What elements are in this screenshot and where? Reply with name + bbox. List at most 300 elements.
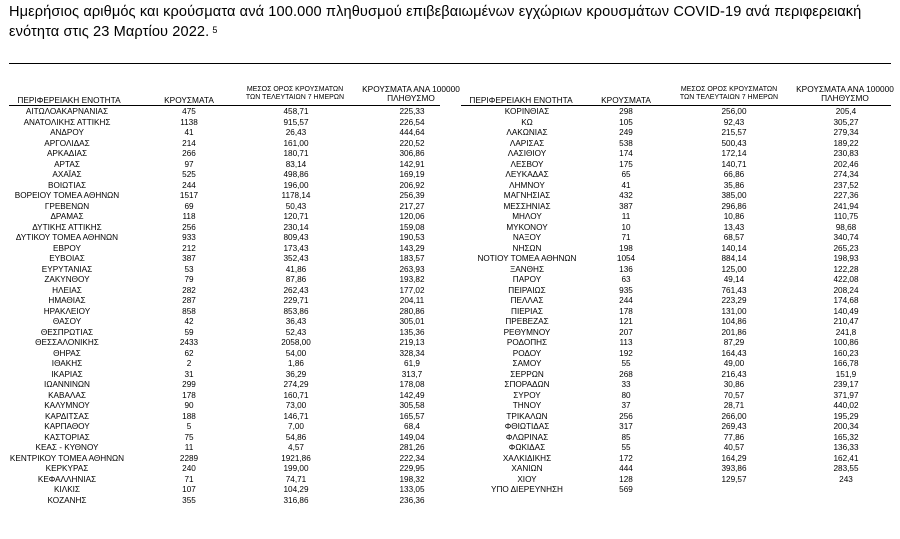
table-row: [450, 349, 900, 360]
cases-cell: 2289: [179, 453, 199, 463]
per100k-cell: 263,93: [399, 264, 425, 274]
table-row: [450, 422, 900, 433]
region-cell: ΑΙΤΩΛΟΑΚΑΡΝΑΝΙΑΣ: [25, 107, 109, 116]
region-cell: ΒΟΙΩΤΙΑΣ: [47, 180, 87, 190]
region-cell: ΛΗΜΝΟΥ: [509, 180, 545, 190]
cases-cell: 858: [182, 306, 196, 316]
cases-cell: 192: [619, 348, 633, 358]
table-row: [450, 107, 900, 118]
cases-cell: 933: [182, 233, 196, 242]
per100k-cell: 166,78: [833, 359, 859, 368]
left-header-cases: ΚΡΟΥΣΜΑΤΑ: [164, 95, 214, 105]
region-cell: ΛΑΣΙΘΙΟΥ: [507, 149, 547, 158]
table-row: [0, 170, 460, 181]
region-cell: ΘΕΣΣΑΛΟΝΙΚΗΣ: [35, 338, 99, 347]
per100k-cell: 225,33: [399, 107, 425, 116]
table-row: [450, 307, 900, 318]
per100k-cell: 281,26: [399, 443, 425, 452]
avg-cell: 352,43: [283, 254, 309, 263]
region-cell: ΚΑΡΠΑΘΟΥ: [44, 422, 90, 431]
avg-cell: 196,00: [283, 180, 309, 190]
avg-cell: 73,00: [285, 401, 307, 410]
per100k-cell: 68,4: [404, 422, 420, 431]
avg-cell: 7,00: [288, 422, 304, 431]
region-cell: ΗΡΑΚΛΕΙΟΥ: [43, 306, 91, 316]
cases-cell: 55: [621, 443, 631, 452]
per100k-cell: 193,82: [399, 275, 425, 284]
table-row: [0, 265, 460, 276]
cases-cell: 1054: [616, 254, 636, 263]
table-row: [450, 118, 900, 129]
per100k-cell: 177,02: [399, 285, 425, 295]
region-cell: ΓΡΕΒΕΝΩΝ: [44, 201, 90, 211]
avg-cell: 853,86: [283, 306, 309, 316]
avg-cell: 125,00: [721, 264, 747, 274]
region-cell: ΘΕΣΠΡΩΤΙΑΣ: [40, 327, 94, 337]
region-cell: ΕΒΡΟΥ: [53, 243, 81, 253]
per100k-cell: 165,32: [833, 432, 859, 442]
table-row: [450, 181, 900, 192]
left-header-avg: ΜΕΣΟΣ ΟΡΟΣ ΚΡΟΥΣΜΑΤΩΝ ΤΩΝ ΤΕΛΕΥΤΑΙΩΝ 7 ΗΜΕΡΩΝ: [245, 86, 345, 102]
table-row: [450, 160, 900, 171]
avg-cell: 498,86: [283, 170, 309, 179]
table-row: [0, 233, 460, 244]
cases-cell: 175: [619, 159, 633, 169]
table-row: [0, 317, 460, 328]
avg-cell: 104,86: [721, 317, 747, 326]
cases-cell: 42: [184, 317, 194, 326]
table-row: [0, 254, 460, 265]
per100k-cell: 206,92: [399, 180, 425, 190]
avg-cell: 215,57: [721, 128, 747, 137]
region-cell: ΚΑΣΤΟΡΙΑΣ: [44, 432, 90, 442]
per100k-cell: 328,34: [399, 348, 425, 358]
cases-cell: 2: [186, 359, 192, 368]
table-row: [0, 359, 460, 370]
table-row: [0, 380, 460, 391]
avg-cell: 164,29: [721, 453, 747, 463]
table-row: [450, 464, 900, 475]
table-row: [0, 349, 460, 360]
region-cell: ΘΗΡΑΣ: [53, 348, 81, 358]
region-cell: ΦΛΩΡΙΝΑΣ: [505, 432, 549, 442]
cases-cell: 317: [619, 422, 633, 431]
per100k-cell: 444,64: [399, 128, 425, 137]
region-cell: ΚΑΡΔΙΤΣΑΣ: [44, 411, 90, 421]
per100k-cell: 422,08: [833, 275, 859, 284]
cases-cell: 244: [182, 180, 196, 190]
table-row: [450, 223, 900, 234]
per100k-cell: 229,95: [399, 464, 425, 473]
cases-cell: 55: [621, 359, 631, 368]
per100k-cell: 204,11: [399, 296, 425, 305]
cases-cell: 118: [182, 212, 196, 221]
table-row: [450, 296, 900, 307]
avg-cell: 4,57: [288, 443, 304, 452]
region-cell: ΝΗΣΩΝ: [512, 243, 542, 253]
per100k-cell: 162,41: [833, 453, 859, 463]
region-cell: ΚΑΒΑΛΑΣ: [48, 390, 86, 400]
avg-cell: 54,86: [285, 432, 307, 442]
per100k-cell: 142,49: [399, 390, 425, 400]
per100k-cell: 195,29: [833, 411, 859, 421]
per100k-cell: 256,39: [399, 191, 425, 200]
region-cell: ΠΙΕΡΙΑΣ: [511, 306, 543, 316]
cases-cell: 935: [619, 285, 633, 295]
per100k-cell: 140,49: [833, 306, 859, 316]
table-row: [450, 412, 900, 423]
table-row: [0, 202, 460, 213]
avg-cell: 54,00: [285, 348, 307, 358]
avg-cell: 256,00: [721, 107, 747, 116]
avg-cell: 41,86: [285, 264, 307, 274]
region-cell: ΚΕΝΤΡΙΚΟΥ ΤΟΜΕΑ ΑΘΗΝΩΝ: [9, 453, 125, 463]
avg-cell: 500,43: [721, 138, 747, 148]
per100k-cell: 313,7: [401, 369, 423, 379]
avg-cell: 1178,14: [281, 191, 311, 200]
title-footnote: 5: [212, 25, 218, 35]
right-header-avg: ΜΕΣΟΣ ΟΡΟΣ ΚΡΟΥΣΜΑΤΩΝ ΤΩΝ ΤΕΛΕΥΤΑΙΩΝ 7 ΗΜΕΡΩΝ: [679, 86, 779, 102]
cases-cell: 569: [619, 485, 633, 494]
region-cell: ΔΥΤΙΚΗΣ ΑΤΤΙΚΗΣ: [32, 222, 102, 232]
per100k-cell: 440,02: [833, 401, 859, 410]
cases-cell: 475: [182, 107, 196, 116]
avg-cell: 140,71: [721, 159, 747, 169]
avg-cell: 87,86: [285, 275, 307, 284]
region-cell: ΑΡΚΑΔΙΑΣ: [46, 149, 88, 158]
per100k-cell: 100,86: [833, 338, 859, 347]
table-row: [450, 286, 900, 297]
table-row: [0, 223, 460, 234]
per100k-cell: 274,34: [833, 170, 859, 179]
avg-cell: 83,14: [285, 159, 307, 169]
avg-cell: 129,57: [721, 474, 747, 484]
region-cell: ΚΙΛΚΙΣ: [53, 485, 80, 494]
left-table-body: [0, 107, 460, 506]
table-row: [0, 149, 460, 160]
region-cell: ΚΟΖΑΝΗΣ: [47, 495, 87, 505]
cases-cell: 97: [184, 159, 194, 169]
avg-cell: 216,43: [721, 369, 747, 379]
per100k-cell: 202,46: [833, 159, 859, 169]
table-row: [0, 370, 460, 381]
cases-cell: 80: [621, 390, 631, 400]
avg-cell: 173,43: [283, 243, 309, 253]
table-row: [450, 191, 900, 202]
region-cell: ΔΥΤΙΚΟΥ ΤΟΜΕΑ ΑΘΗΝΩΝ: [15, 233, 119, 242]
table-row: [450, 212, 900, 223]
table-row: [450, 139, 900, 150]
avg-cell: 30,86: [723, 380, 745, 389]
per100k-cell: 159,08: [399, 222, 425, 232]
table-row: [0, 328, 460, 339]
document-title: [9, 2, 879, 42]
per100k-cell: 243: [839, 474, 853, 484]
per100k-cell: 160,23: [833, 348, 859, 358]
avg-cell: 458,71: [283, 107, 309, 116]
right-header-per100k: ΚΡΟΥΣΜΑΤΑ ΑΝΑ 100000 ΠΛΗΘΥΣΜΟ: [796, 84, 894, 104]
region-cell: ΜΥΚΟΝΟΥ: [506, 222, 548, 232]
table-row: [0, 139, 460, 150]
cases-cell: 121: [619, 317, 633, 326]
table-row: [450, 265, 900, 276]
cases-cell: 387: [619, 201, 633, 211]
per100k-cell: 149,04: [399, 432, 425, 442]
table-row: [0, 496, 460, 507]
cases-cell: 105: [619, 117, 633, 127]
per100k-cell: 208,24: [833, 285, 859, 295]
table-row: [0, 118, 460, 129]
cases-cell: 178: [182, 390, 196, 400]
table-row: [450, 149, 900, 160]
region-cell: ΛΕΥΚΑΔΑΣ: [505, 170, 549, 179]
cases-cell: 2433: [179, 338, 199, 347]
region-cell: ΧΙΟΥ: [517, 474, 537, 484]
avg-cell: 26,43: [285, 128, 307, 137]
region-cell: ΧΑΛΚΙΔΙΚΗΣ: [502, 453, 552, 463]
region-cell: ΗΛΕΙΑΣ: [52, 285, 82, 295]
region-cell: ΚΕΑΣ - ΚΥΘΝΟΥ: [35, 443, 99, 452]
per100k-cell: 210,47: [833, 317, 859, 326]
table-row: [450, 202, 900, 213]
avg-cell: 160,71: [283, 390, 309, 400]
per100k-cell: 165,57: [399, 411, 425, 421]
table-row: [0, 286, 460, 297]
per100k-cell: 198,93: [833, 254, 859, 263]
avg-cell: 140,14: [721, 243, 747, 253]
avg-cell: 92,43: [723, 117, 745, 127]
table-row: [450, 401, 900, 412]
per100k-cell: 227,36: [833, 191, 859, 200]
region-cell: ΚΕΡΚΥΡΑΣ: [45, 464, 89, 473]
avg-cell: 164,43: [721, 348, 747, 358]
avg-cell: 274,29: [283, 380, 309, 389]
table-row: [0, 433, 460, 444]
avg-cell: 77,86: [723, 432, 745, 442]
region-cell: ΑΡΓΟΛΙΔΑΣ: [44, 138, 90, 148]
cases-cell: 11: [184, 443, 194, 452]
right-header-cases: ΚΡΟΥΣΜΑΤΑ: [601, 95, 651, 105]
cases-cell: 136: [619, 264, 633, 274]
avg-cell: 87,29: [723, 338, 745, 347]
per100k-cell: 205,4: [835, 107, 857, 116]
table-row: [0, 191, 460, 202]
region-cell: ΛΑΡΙΣΑΣ: [509, 138, 545, 148]
cases-cell: 256: [182, 222, 196, 232]
per100k-cell: 305,01: [399, 317, 425, 326]
per100k-cell: 183,57: [399, 254, 425, 263]
region-cell: ΡΕΘΥΜΝΟΥ: [503, 327, 551, 337]
avg-cell: 393,86: [721, 464, 747, 473]
region-cell: ΕΥΒΟΙΑΣ: [49, 254, 85, 263]
per100k-cell: 189,22: [833, 138, 859, 148]
region-cell: ΖΑΚΥΝΘΟΥ: [44, 275, 90, 284]
table-row: [0, 244, 460, 255]
cases-cell: 207: [619, 327, 633, 337]
avg-cell: 761,43: [721, 285, 747, 295]
avg-cell: 10,86: [723, 212, 745, 221]
region-cell: ΚΕΦΑΛΛΗΝΙΑΣ: [37, 474, 97, 484]
table-row: [0, 296, 460, 307]
region-cell: ΦΩΚΙΔΑΣ: [508, 443, 546, 452]
avg-cell: 68,57: [723, 233, 745, 242]
region-cell: ΚΟΡΙΝΘΙΑΣ: [504, 107, 550, 116]
avg-cell: 50,43: [285, 201, 307, 211]
cases-cell: 11: [621, 212, 631, 221]
table-row: [0, 485, 460, 496]
region-cell: ΙΘΑΚΗΣ: [51, 359, 83, 368]
avg-cell: 1,86: [288, 359, 304, 368]
avg-cell: 385,00: [721, 191, 747, 200]
region-cell: ΠΕΙΡΑΙΩΣ: [508, 285, 546, 295]
table-row: [450, 485, 900, 496]
per100k-cell: 280,86: [399, 306, 425, 316]
region-cell: ΙΩΑΝΝΙΝΩΝ: [44, 380, 90, 389]
avg-cell: 13,43: [723, 222, 745, 232]
cases-cell: 355: [182, 495, 196, 505]
region-cell: ΑΧΑΪΑΣ: [52, 170, 82, 179]
avg-cell: 2058,00: [281, 338, 311, 347]
region-cell: ΜΕΣΣΗΝΙΑΣ: [503, 201, 551, 211]
avg-cell: 266,00: [721, 411, 747, 421]
avg-cell: 884,14: [721, 254, 747, 263]
region-cell: ΧΑΝΙΩΝ: [511, 464, 543, 473]
cases-cell: 299: [182, 380, 196, 389]
cases-cell: 85: [621, 432, 631, 442]
per100k-cell: 133,05: [399, 485, 425, 494]
table-row: [0, 212, 460, 223]
table-row: [0, 128, 460, 139]
table-row: [450, 475, 900, 486]
avg-cell: 316,86: [283, 495, 309, 505]
region-cell: ΣΕΡΡΩΝ: [510, 369, 544, 379]
cases-cell: 90: [184, 401, 194, 410]
avg-cell: 161,00: [283, 138, 309, 148]
table-row: [450, 338, 900, 349]
avg-cell: 915,57: [283, 117, 309, 127]
avg-cell: 131,00: [721, 306, 747, 316]
per100k-cell: 190,53: [399, 233, 425, 242]
cases-cell: 287: [182, 296, 196, 305]
cases-cell: 198: [619, 243, 633, 253]
cases-cell: 69: [184, 201, 194, 211]
per100k-cell: 136,33: [833, 443, 859, 452]
per100k-cell: 220,52: [399, 138, 425, 148]
per100k-cell: 122,28: [833, 264, 859, 274]
region-cell: ΜΗΛΟΥ: [512, 212, 542, 221]
per100k-cell: 178,08: [399, 380, 425, 389]
cases-cell: 37: [621, 401, 631, 410]
region-cell: ΛΑΚΩΝΙΑΣ: [506, 128, 548, 137]
avg-cell: 199,00: [283, 464, 309, 473]
region-cell: ΒΟΡΕΙΟΥ ΤΟΜΕΑ ΑΘΗΝΩΝ: [14, 191, 120, 200]
cases-cell: 444: [619, 464, 633, 473]
cases-cell: 1138: [180, 117, 198, 127]
cases-cell: 33: [621, 380, 631, 389]
region-cell: ΠΑΡΟΥ: [512, 275, 542, 284]
avg-cell: 146,71: [283, 411, 309, 421]
per100k-cell: 239,17: [833, 380, 859, 389]
table-row: [0, 275, 460, 286]
cases-cell: 212: [182, 243, 196, 253]
region-cell: ΔΡΑΜΑΣ: [50, 212, 84, 221]
cases-cell: 249: [619, 128, 633, 137]
cases-cell: 298: [619, 107, 633, 116]
right-table-body: [450, 107, 900, 496]
region-cell: ΡΟΔΟΠΗΣ: [506, 338, 548, 347]
avg-cell: 180,71: [283, 149, 309, 158]
table-row: [0, 443, 460, 454]
per100k-cell: 135,36: [399, 327, 425, 337]
table-row: [0, 475, 460, 486]
table-row: [450, 433, 900, 444]
per100k-cell: 217,27: [399, 201, 425, 211]
per100k-cell: 340,74: [833, 233, 859, 242]
table-row: [450, 328, 900, 339]
cases-cell: 59: [184, 327, 194, 337]
table-row: [450, 443, 900, 454]
cases-cell: 31: [184, 369, 194, 379]
table-row: [450, 454, 900, 465]
per100k-cell: 371,97: [833, 390, 859, 400]
table-row: [0, 391, 460, 402]
avg-cell: 36,43: [285, 317, 307, 326]
per100k-cell: 120,06: [399, 212, 425, 221]
per100k-cell: 61,9: [404, 359, 420, 368]
region-cell: ΥΠΟ ΔΙΕΡΕΥΝΗΣΗ: [491, 485, 563, 494]
avg-cell: 70,57: [723, 390, 745, 400]
cases-cell: 113: [619, 338, 633, 347]
avg-cell: 52,43: [285, 327, 307, 337]
cases-cell: 244: [619, 296, 633, 305]
region-cell: ΡΟΔΟΥ: [512, 348, 542, 358]
per100k-cell: 265,23: [833, 243, 859, 253]
per100k-cell: 241,94: [833, 201, 859, 211]
cases-cell: 53: [184, 264, 194, 274]
region-cell: ΣΑΜΟΥ: [512, 359, 542, 368]
table-row: [450, 359, 900, 370]
per100k-cell: 151,9: [835, 369, 857, 379]
avg-cell: 229,71: [283, 296, 309, 305]
per100k-cell: 174,68: [833, 296, 859, 305]
cases-cell: 268: [619, 369, 633, 379]
avg-cell: 120,71: [283, 212, 309, 221]
table-row: [450, 244, 900, 255]
avg-cell: 36,29: [285, 369, 307, 379]
cases-cell: 65: [621, 170, 631, 179]
avg-cell: 28,71: [723, 401, 745, 410]
cases-cell: 41: [184, 128, 194, 137]
cases-cell: 128: [619, 474, 633, 484]
cases-cell: 538: [619, 138, 633, 148]
left-header-region: ΠΕΡΙΦΕΡΕΙΑΚΗ ΕΝΟΤΗΤΑ: [17, 95, 121, 105]
cases-cell: 71: [184, 474, 194, 484]
per100k-cell: 169,19: [399, 170, 425, 179]
table-row: [0, 338, 460, 349]
region-cell: ΤΡΙΚΑΛΩΝ: [506, 411, 548, 421]
avg-cell: 262,43: [283, 285, 309, 295]
table-row: [0, 401, 460, 412]
cases-cell: 214: [182, 138, 196, 148]
region-cell: ΚΑΛΥΜΝΟΥ: [44, 401, 90, 410]
cases-cell: 5: [186, 422, 192, 431]
region-cell: ΑΡΤΑΣ: [54, 159, 80, 169]
cases-cell: 10: [621, 222, 631, 232]
region-cell: ΝΑΞΟΥ: [512, 233, 542, 242]
cases-cell: 75: [184, 432, 194, 442]
avg-cell: 74,71: [285, 474, 307, 484]
top-rule: [9, 63, 891, 64]
